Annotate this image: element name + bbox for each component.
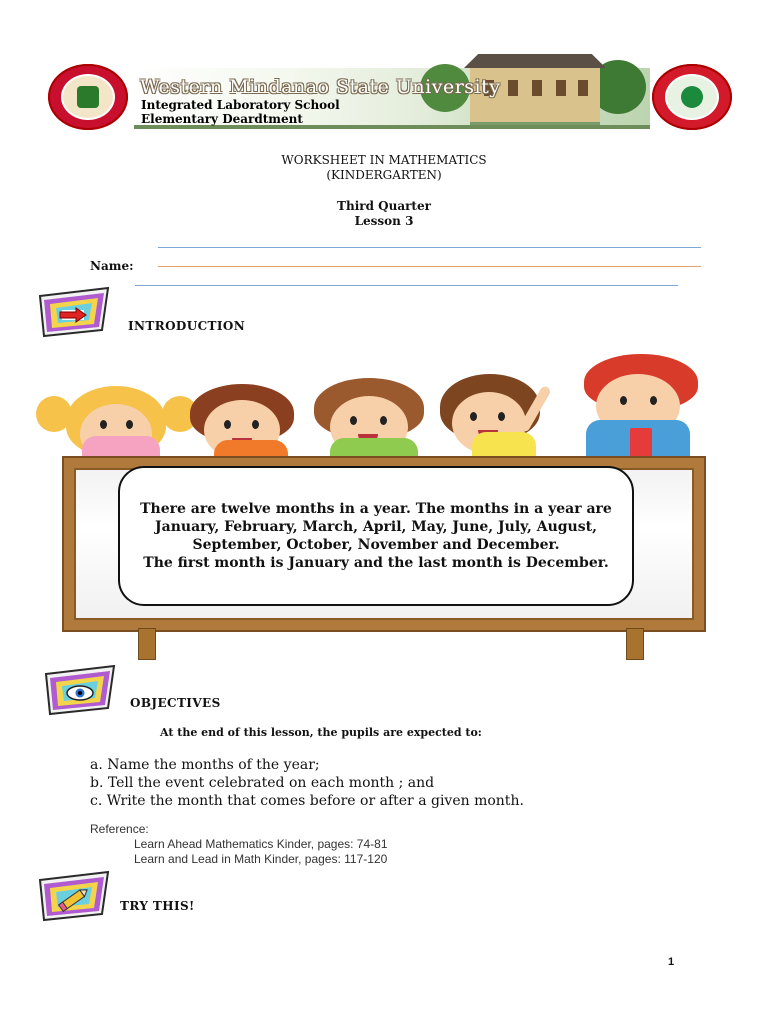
board-leg-left <box>138 628 156 660</box>
reference-label: Reference: <box>90 822 149 836</box>
worksheet-title: WORKSHEET IN MATHEMATICS <box>281 153 487 167</box>
introduction-text <box>118 500 634 572</box>
introduction-heading: INTRODUCTION <box>128 319 246 333</box>
reference-item: Learn and Lead in Math Kinder, pages: 117-120 <box>134 852 388 866</box>
name-label: Name: <box>90 259 134 273</box>
arrow-flag-icon <box>38 286 110 338</box>
objectives-heading: OBJECTIVES <box>130 696 221 710</box>
introduction-line: The first month is January and the last month is December. <box>143 555 609 571</box>
school-name: Integrated Laboratory School <box>141 98 340 112</box>
introduction-line: January, February, March, April, May, June, July, August, <box>155 519 597 535</box>
lesson-label: Lesson 3 <box>354 214 414 228</box>
objective-item: a. Name the months of the year; <box>90 757 320 773</box>
worksheet-grade: (KINDERGARTEN) <box>326 168 442 182</box>
reference-block <box>90 822 388 867</box>
page-number: 1 <box>668 956 675 968</box>
department-name: Elementary Deardtment <box>141 112 303 126</box>
pencil-flag-icon <box>38 870 110 922</box>
board-leg-right <box>626 628 644 660</box>
reference-item: Learn Ahead Mathematics Kinder, pages: 74-81 <box>134 837 388 851</box>
objectives-intro: At the end of this lesson, the pupils are expected to: <box>160 726 482 739</box>
eye-flag-icon <box>44 664 116 716</box>
introduction-line: September, October, November and December. <box>192 537 560 553</box>
quarter-label: Third Quarter <box>337 199 431 213</box>
objective-item: b. Tell the event celebrated on each month ; and <box>90 775 435 791</box>
introduction-line: There are twelve months in a year. The months in a year are <box>140 501 612 517</box>
try-this-heading: TRY THIS! <box>120 899 195 913</box>
objective-item: c. Write the month that comes before or after a given month. <box>90 793 524 809</box>
objectives-list <box>90 756 524 810</box>
ils-seal-logo <box>652 64 732 130</box>
wmsu-seal-logo <box>48 64 128 130</box>
university-name: Western Mindanao State University <box>140 76 501 98</box>
name-line-top <box>158 247 701 248</box>
name-line-bottom <box>135 285 678 286</box>
name-line-field[interactable] <box>158 266 701 267</box>
